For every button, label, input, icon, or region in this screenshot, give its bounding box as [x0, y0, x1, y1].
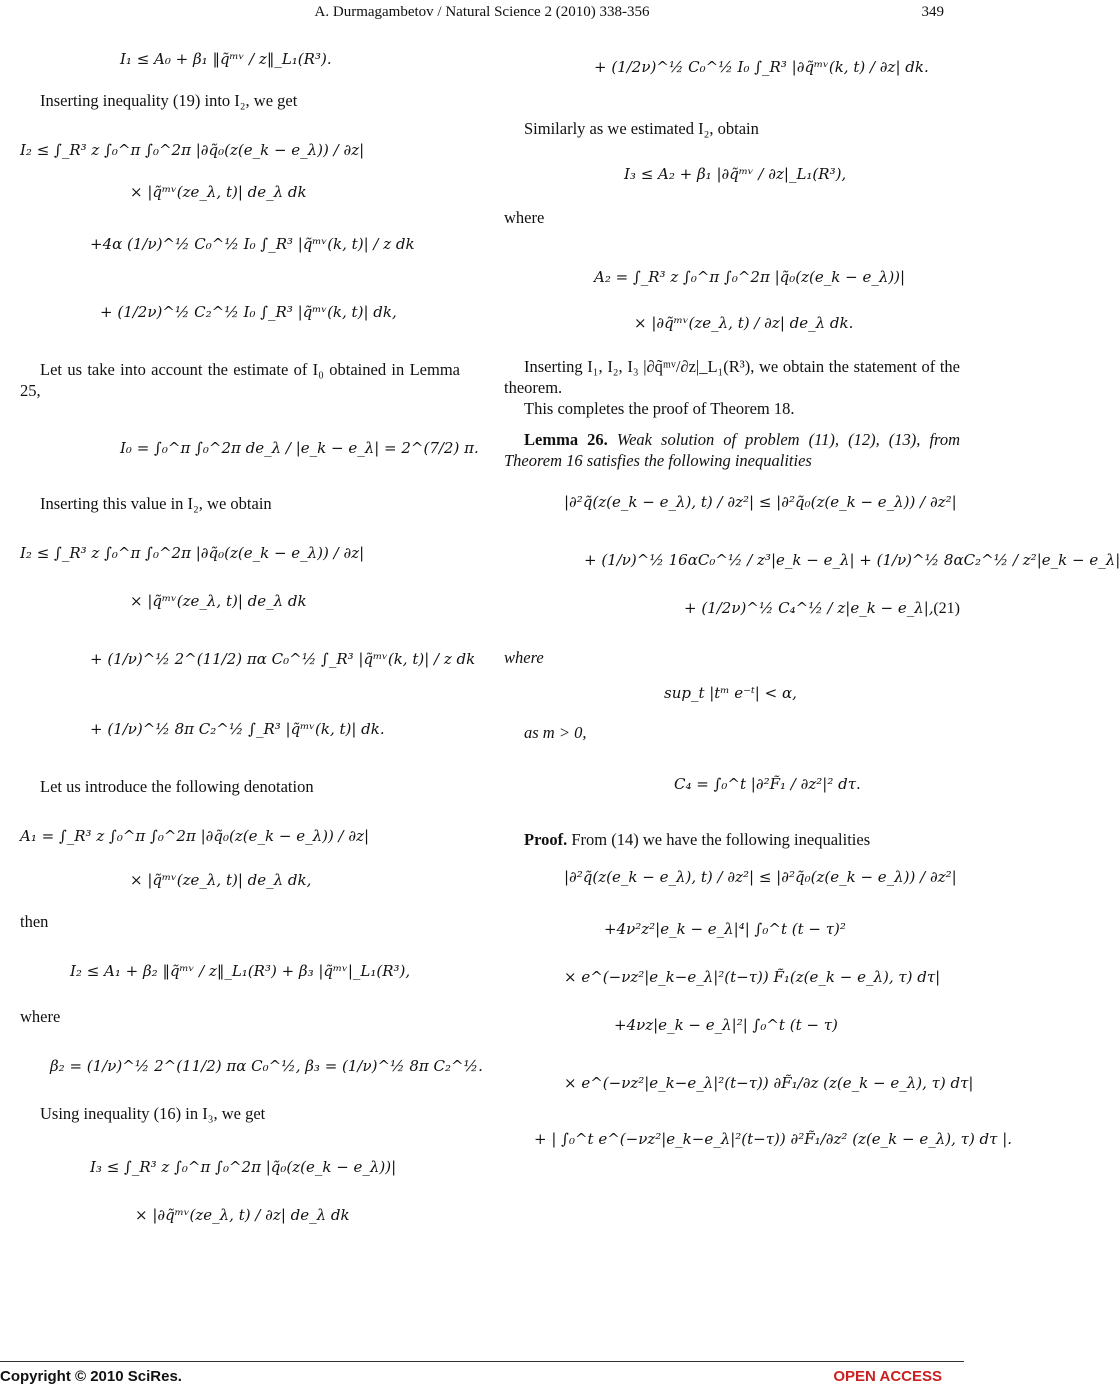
equation-proof-line6: + | ∫₀^t e^(−νz²|e_k−e_λ|²(t−τ)) ∂²F̃₁/∂z² (z(e_k − e_λ), τ) dτ |. — [534, 1130, 1013, 1148]
paragraph: as m > 0, — [524, 723, 587, 742]
equation-i0: I₀ = ∫₀^π ∫₀^2π de_λ / |e_k − e_λ| = 2^(7/2) π. — [120, 439, 479, 457]
paragraph: Let us introduce the following denotation — [40, 777, 314, 796]
equation-i2b-line3: + (1/ν)^½ 2^(11/2) πα C₀^½ ∫_R³ |q̃ᵐᵛ(k, t)| / z dk — [90, 650, 476, 668]
equation-i1: I₁ ≤ A₀ + β₁ ‖q̃ᵐᵛ / z‖_L₁(R³). — [120, 50, 332, 68]
equation-21-text: + (1/2ν)^½ C₄^½ / z|e_k − e_λ|, — [684, 599, 934, 617]
paragraph: where — [20, 1007, 61, 1026]
equation-proof-line5: × e^(−νz²|e_k−e_λ|²(t−τ)) ∂F̃₁/∂z (z(e_k − e_λ), τ) dτ| — [564, 1074, 974, 1092]
equation-i2b-line1: I₂ ≤ ∫_R³ z ∫₀^π ∫₀^2π |∂q̃₀(z(e_k − e_λ)) / ∂z| — [20, 544, 365, 562]
equation-a1-line2: × |q̃ᵐᵛ(ze_λ, t)| de_λ dk, — [130, 871, 312, 889]
paragraph: where — [504, 648, 544, 667]
equation-21-line3 — [684, 599, 960, 617]
equation-i2b-line4: + (1/ν)^½ 8π C₂^½ ∫_R³ |q̃ᵐᵛ(k, t)| dk. — [90, 720, 385, 738]
equation-i3b: I₃ ≤ A₂ + β₁ |∂q̃ᵐᵛ / ∂z|_L₁(R³), — [624, 165, 847, 183]
equation-beta: β₂ = (1/ν)^½ 2^(11/2) πα C₀^½, β₃ = (1/ν)^½ 8π C₂^½. — [50, 1057, 483, 1075]
equation-proof-line1: |∂²q̃(z(e_k − e_λ), t) / ∂z²| ≤ |∂²q̃₀(z(e_k − e_λ)) / ∂z²| — [564, 868, 957, 886]
paragraph: Inserting this value in I₂, we obtain — [40, 494, 272, 513]
equation-21-line1: |∂²q̃(z(e_k − e_λ), t) / ∂z²| ≤ |∂²q̃₀(z(e_k − e_λ)) / ∂z²| — [564, 493, 957, 511]
equation-i3-line2: × |∂q̃ᵐᵛ(ze_λ, t) / ∂z| de_λ dk — [135, 1206, 350, 1224]
paragraph: where — [504, 208, 545, 227]
page-number: 349 — [921, 4, 944, 20]
equation-number: (21) — [933, 600, 960, 617]
paragraph: Let us take into account the estimate of I₀ obtained in Lemma 25, — [20, 360, 460, 400]
proof-paragraph — [504, 829, 960, 850]
equation-proof-line3: × e^(−νz²|e_k−e_λ|²(t−τ)) F̃₁(z(e_k − e_λ), τ) dτ| — [564, 968, 941, 986]
equation-i2a-line1: I₂ ≤ ∫_R³ z ∫₀^π ∫₀^2π |∂q̃₀(z(e_k − e_λ)) / ∂z| — [20, 141, 365, 159]
equation-proof-line4: +4νz|e_k − e_λ|²| ∫₀^t (t − τ) — [614, 1016, 838, 1034]
left-column — [20, 30, 483, 1224]
lemma-label: Lemma 26. — [524, 430, 608, 449]
paragraph: Similarly as we estimated I₂, obtain — [524, 119, 759, 138]
open-access-label: OPEN ACCESS — [833, 1368, 942, 1385]
lemma-text: Weak solution of problem (11), (12), (13), from Theorem 16 satisfies the following inequalities — [504, 430, 960, 470]
equation-sup: sup_t |tᵐ e⁻ᵗ| < α, — [664, 684, 797, 702]
paragraph: then — [20, 912, 49, 931]
equation-i2a-line4: + (1/2ν)^½ C₂^½ I₀ ∫_R³ |q̃ᵐᵛ(k, t)| dk, — [100, 303, 397, 321]
running-header: A. Durmagambetov / Natural Science 2 (2010) 338-356 — [314, 4, 650, 20]
equation-a1-line1: A₁ = ∫_R³ z ∫₀^π ∫₀^2π |∂q̃₀(z(e_k − e_λ)) / ∂z| — [20, 827, 370, 845]
equation-i2a-line2: × |q̃ᵐᵛ(ze_λ, t)| de_λ dk — [130, 183, 307, 201]
equation-i3-line1: I₃ ≤ ∫_R³ z ∫₀^π ∫₀^2π |q̃₀(z(e_k − e_λ))| — [90, 1158, 397, 1176]
equation-21-line2: + (1/ν)^½ 16αC₀^½ / z³|e_k − e_λ| + (1/ν)^½ 8αC₂^½ / z²|e_k − e_λ| — [584, 551, 1120, 569]
equation-i2b-line2: × |q̃ᵐᵛ(ze_λ, t)| de_λ dk — [130, 592, 307, 610]
copyright-notice: Copyright © 2010 SciRes. — [0, 1368, 182, 1385]
equation-a2-line2: × |∂q̃ᵐᵛ(ze_λ, t) / ∂z| de_λ dk. — [634, 314, 854, 332]
equation-i3-line3: + (1/2ν)^½ C₀^½ I₀ ∫_R³ |∂q̃ᵐᵛ(k, t) / ∂z| dk. — [594, 58, 929, 76]
proof-label: Proof. — [524, 830, 568, 849]
paragraph: Inserting I₁, I₂, I₃ |∂q̃ᵐᵛ/∂z|_L₁(R³), we obtain the statement of the theorem. — [504, 357, 960, 397]
paragraph: This completes the proof of Theorem 18. — [524, 399, 795, 418]
equation-i2a-line3: +4α (1/ν)^½ C₀^½ I₀ ∫_R³ |q̃ᵐᵛ(k, t)| / z dk — [90, 235, 415, 253]
paragraph: Inserting inequality (19) into I₂, we get — [40, 91, 298, 110]
right-column — [504, 30, 1120, 1148]
paragraph: Using inequality (16) in I₃, we get — [40, 1104, 266, 1123]
equation-c4: C₄ = ∫₀^t |∂²F̃₁ / ∂z²|² dτ. — [674, 775, 861, 793]
lemma-paragraph — [504, 429, 960, 471]
proof-text: From (14) we have the following inequalities — [571, 830, 871, 849]
equation-i2c: I₂ ≤ A₁ + β₂ ‖q̃ᵐᵛ / z‖_L₁(R³) + β₃ |q̃ᵐᵛ|_L₁(R³), — [70, 962, 411, 980]
equation-proof-line2: +4ν²z²|e_k − e_λ|⁴| ∫₀^t (t − τ)² — [604, 920, 846, 938]
equation-a2-line1: A₂ = ∫_R³ z ∫₀^π ∫₀^2π |q̃₀(z(e_k − e_λ))| — [594, 268, 906, 286]
footer-rule — [0, 1361, 964, 1362]
